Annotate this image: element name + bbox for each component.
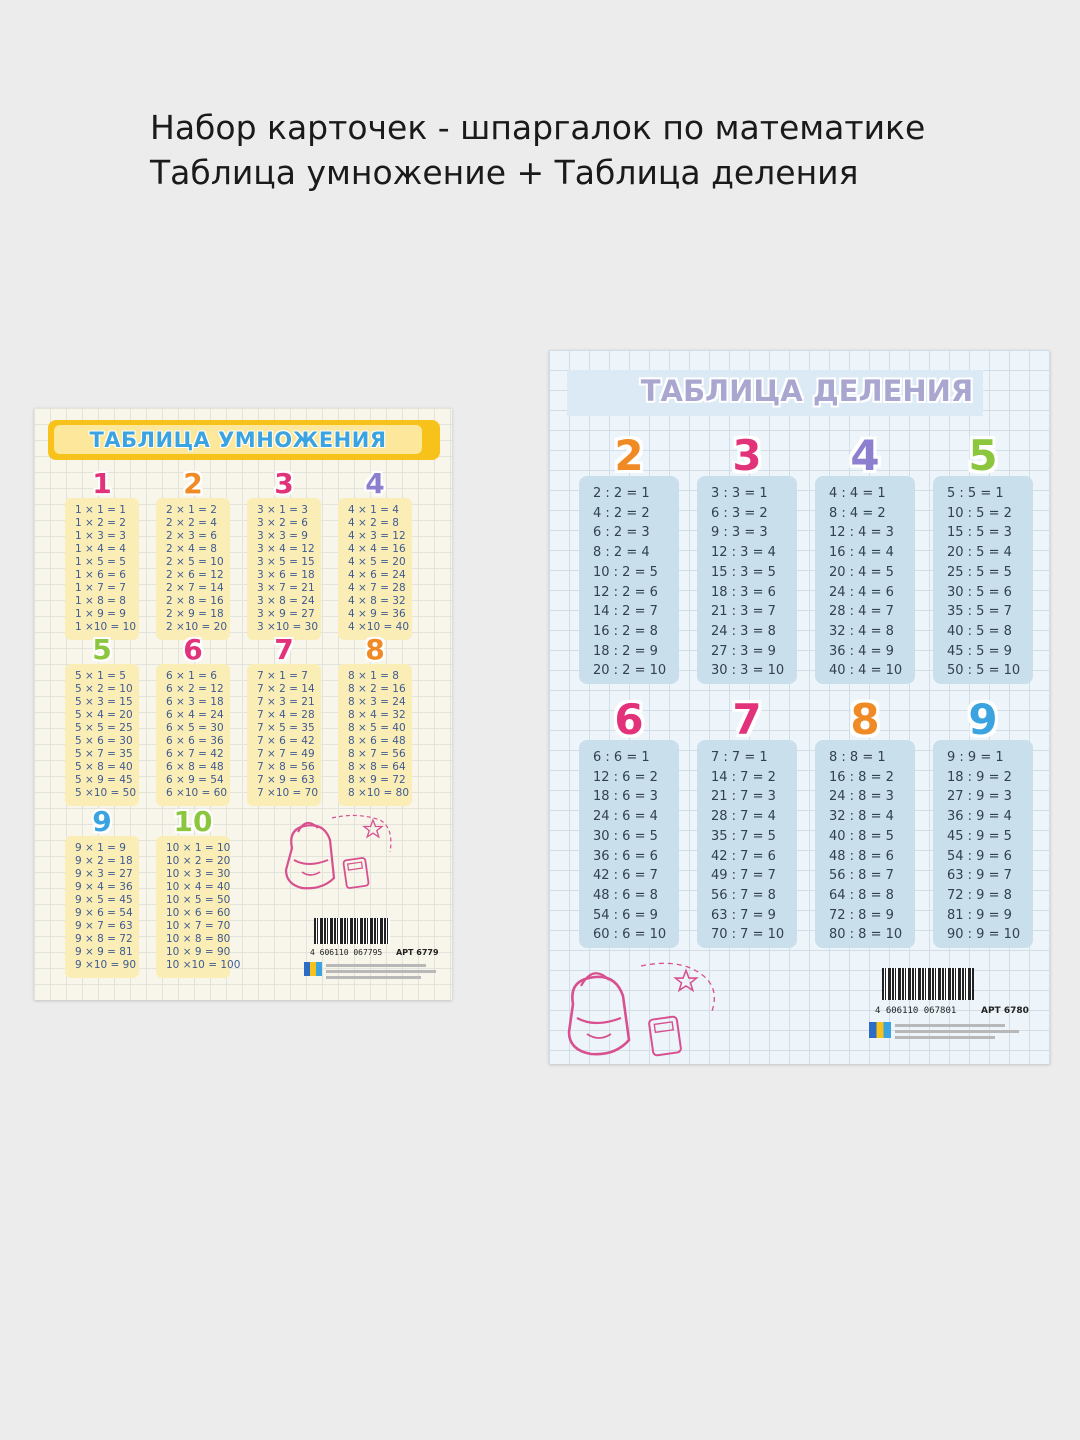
equation: 1 × 5 = 5 [75,556,126,568]
equation: 3 × 7 = 21 [257,582,315,594]
article-number: АРТ 6779 [396,948,439,957]
equation: 10 × 1 = 10 [166,842,231,854]
equation: 56 : 8 = 7 [829,868,894,884]
equation: 8 × 5 = 40 [348,722,406,734]
equation: 20 : 4 = 5 [829,564,894,580]
equation: 20 : 2 = 10 [593,663,667,679]
equation: 1 × 8 = 8 [75,595,126,607]
equation: 30 : 3 = 10 [711,663,785,679]
equation: 10 × 7 = 70 [166,920,231,932]
equation: 6 × 1 = 6 [166,670,217,682]
publisher-logo [869,1022,891,1038]
heading-line-1: Набор карточек - шпаргалок по математике [150,108,926,147]
equation: 10 × 5 = 50 [166,894,231,906]
equations-box [579,476,679,684]
equation: 3 × 9 = 27 [257,608,315,620]
table-number: 7 [274,633,294,666]
equation: 16 : 8 = 2 [829,769,894,785]
equation: 49 : 7 = 7 [711,868,776,884]
table-number: 2 [614,431,644,480]
barcode-number: 4 606110 067795 [310,948,383,957]
equations-box [247,498,321,640]
equation: 2 : 2 = 1 [593,486,650,501]
equation: 2 × 1 = 2 [166,504,217,516]
equation: 8 : 2 = 4 [593,545,650,561]
table-number: 8 [850,695,880,744]
calculator-icon [342,856,372,890]
equation: 8 × 9 = 72 [348,774,406,786]
equation: 42 : 7 = 6 [711,848,776,864]
equation: 14 : 7 = 2 [711,769,776,785]
equation: 54 : 9 = 6 [947,848,1012,864]
equation: 9 × 4 = 36 [75,881,133,893]
equation: 2 × 6 = 12 [166,569,224,581]
equation: 7 : 7 = 1 [711,750,768,765]
multiplication-title: ТАБЛИЦА УМНОЖЕНИЯ [89,427,387,452]
equation: 3 × 1 = 3 [257,504,308,516]
equation: 6 ×10 = 60 [166,787,228,799]
equation: 1 × 9 = 9 [75,608,126,620]
equation: 24 : 3 = 8 [711,623,776,639]
table-number: 6 [614,695,644,744]
equation: 16 : 4 = 4 [829,545,894,561]
equation: 9 × 8 = 72 [75,933,133,945]
equation: 8 : 8 = 1 [829,750,886,765]
equation: 90 : 9 = 10 [947,927,1021,943]
equation: 63 : 7 = 9 [711,907,776,923]
equation: 4 × 4 = 16 [348,543,406,555]
star-icon [673,968,699,994]
equation: 12 : 3 = 4 [711,545,776,561]
equation: 64 : 8 = 8 [829,887,894,903]
equation: 36 : 6 = 6 [593,848,658,864]
equation: 8 × 7 = 56 [348,748,406,760]
equation: 1 × 1 = 1 [75,504,126,516]
equation: 12 : 4 = 3 [829,525,894,541]
equations-box [697,740,797,948]
table-number: 7 [732,695,762,744]
equation: 36 : 4 = 9 [829,643,894,659]
equation: 7 × 4 = 28 [257,709,315,721]
equations-box [156,498,230,640]
equation: 7 ×10 = 70 [257,787,319,799]
equation: 7 × 8 = 56 [257,761,315,773]
table-number: 4 [365,467,385,500]
equation: 6 × 7 = 42 [166,748,224,760]
equation: 18 : 2 = 9 [593,643,658,659]
equation: 6 : 6 = 1 [593,750,650,765]
equation: 8 × 8 = 64 [348,761,406,773]
equation: 24 : 6 = 4 [593,809,658,825]
table-number: 5 [968,431,998,480]
equations-box [933,740,1033,948]
equation: 5 × 9 = 45 [75,774,133,786]
equation: 45 : 9 = 5 [947,828,1012,844]
equation: 2 ×10 = 20 [166,621,228,633]
table-number: 2 [183,467,203,500]
equation: 3 ×10 = 30 [257,621,319,633]
equation: 6 × 5 = 30 [166,722,224,734]
equation: 2 × 3 = 6 [166,530,217,542]
publisher-logo [304,962,322,976]
equation: 2 × 4 = 8 [166,543,217,555]
equation: 2 × 9 = 18 [166,608,224,620]
equation: 7 × 9 = 63 [257,774,315,786]
equation: 5 × 7 = 35 [75,748,133,760]
equation: 14 : 2 = 7 [593,604,658,620]
equation: 4 : 2 = 2 [593,505,650,521]
equation: 1 × 7 = 7 [75,582,126,594]
equation: 8 : 4 = 2 [829,505,886,521]
equation: 9 × 1 = 9 [75,842,126,854]
equation: 8 × 3 = 24 [348,696,406,708]
equations-box [65,836,139,978]
equation: 81 : 9 = 9 [947,907,1012,923]
equation: 3 × 8 = 24 [257,595,315,607]
equation: 56 : 7 = 8 [711,887,776,903]
equation: 70 : 7 = 10 [711,927,785,943]
equation: 35 : 7 = 5 [711,828,776,844]
equation: 1 × 4 = 4 [75,543,126,555]
equation: 10 × 3 = 30 [166,868,231,880]
equation: 28 : 4 = 7 [829,604,894,620]
table-number: 9 [968,695,998,744]
equation: 7 × 7 = 49 [257,748,315,760]
table-number: 6 [183,633,203,666]
equation: 27 : 9 = 3 [947,789,1012,805]
equation: 4 × 6 = 24 [348,569,406,581]
calculator-icon [647,1014,687,1058]
equation: 15 : 3 = 5 [711,564,776,580]
equation: 10 : 5 = 2 [947,505,1012,521]
equation: 5 × 5 = 25 [75,722,133,734]
equation: 4 × 9 = 36 [348,608,406,620]
equation: 5 × 1 = 5 [75,670,126,682]
equation: 3 × 5 = 15 [257,556,315,568]
barcode [314,918,390,944]
equation: 20 : 5 = 4 [947,545,1012,561]
equation: 72 : 8 = 9 [829,907,894,923]
equation: 48 : 8 = 6 [829,848,894,864]
equation: 2 × 8 = 16 [166,595,224,607]
equations-box [338,664,412,806]
equation: 42 : 6 = 7 [593,868,658,884]
equation: 35 : 5 = 7 [947,604,1012,620]
equation: 6 × 9 = 54 [166,774,224,786]
equations-box [247,664,321,806]
equations-box [156,664,230,806]
equation: 24 : 4 = 6 [829,584,894,600]
equation: 3 × 6 = 18 [257,569,315,581]
barcode [882,968,974,1000]
equation: 9 ×10 = 90 [75,959,137,971]
equation: 4 × 7 = 28 [348,582,406,594]
equation: 27 : 3 = 9 [711,643,776,659]
equation: 1 × 6 = 6 [75,569,126,581]
equation: 6 × 8 = 48 [166,761,224,773]
equation: 18 : 9 = 2 [947,769,1012,785]
equation: 8 × 2 = 16 [348,683,406,695]
equation: 21 : 7 = 3 [711,789,776,805]
equation: 12 : 2 = 6 [593,584,658,600]
equation: 12 : 6 = 2 [593,769,658,785]
equation: 8 ×10 = 80 [348,787,410,799]
equation: 4 × 1 = 4 [348,504,399,516]
equation: 5 × 3 = 15 [75,696,133,708]
equation: 48 : 6 = 8 [593,887,658,903]
equation: 4 : 4 = 1 [829,486,886,501]
table-number: 8 [365,633,385,666]
equation: 1 × 3 = 3 [75,530,126,542]
equation: 16 : 2 = 8 [593,623,658,639]
equation: 2 × 5 = 10 [166,556,224,568]
division-card [549,350,1050,1064]
equations-box [579,740,679,948]
division-title: ТАБЛИЦА ДЕЛЕНИЯ [640,374,974,408]
equation: 9 × 3 = 27 [75,868,133,880]
equation: 5 × 4 = 20 [75,709,133,721]
equation: 3 × 3 = 9 [257,530,308,542]
equation: 3 × 4 = 12 [257,543,315,555]
equation: 18 : 6 = 3 [593,789,658,805]
equation: 4 × 3 = 12 [348,530,406,542]
equation: 15 : 5 = 3 [947,525,1012,541]
equation: 63 : 9 = 7 [947,868,1012,884]
multiplication-title-banner [48,420,440,460]
table-number: 3 [732,431,762,480]
equation: 9 : 3 = 3 [711,525,768,541]
table-number: 10 [173,805,213,838]
equation: 10 × 4 = 40 [166,881,231,893]
equation: 4 × 8 = 32 [348,595,406,607]
table-number: 5 [92,633,112,666]
equation: 6 × 2 = 12 [166,683,224,695]
equation: 8 × 6 = 48 [348,735,406,747]
equation: 24 : 8 = 3 [829,789,894,805]
equation: 7 × 5 = 35 [257,722,315,734]
equations-box [156,836,241,978]
equation: 54 : 6 = 9 [593,907,658,923]
equation: 28 : 7 = 4 [711,809,776,825]
equation: 40 : 5 = 8 [947,623,1012,639]
equations-box [815,740,915,948]
equation: 10 × 9 = 90 [166,946,231,958]
equation: 10 × 6 = 60 [166,907,231,919]
equation: 6 × 4 = 24 [166,709,224,721]
barcode-number: 4 606110 067801 [875,1006,957,1016]
equation: 6 × 3 = 18 [166,696,224,708]
equation: 3 × 2 = 6 [257,517,308,529]
equation: 1 × 2 = 2 [75,517,126,529]
page-heading [150,105,925,195]
equation: 10 : 2 = 5 [593,564,658,580]
equation: 10 × 2 = 20 [166,855,231,867]
equation: 80 : 8 = 10 [829,927,903,943]
equation: 8 × 1 = 8 [348,670,399,682]
equation: 10 × 8 = 80 [166,933,231,945]
equation: 18 : 3 = 6 [711,584,776,600]
equation: 50 : 5 = 10 [947,663,1021,679]
equation: 5 × 6 = 30 [75,735,133,747]
equation: 7 × 6 = 42 [257,735,315,747]
equation: 5 ×10 = 50 [75,787,137,799]
equation: 7 × 2 = 14 [257,683,315,695]
equation: 10 ×10 = 100 [166,959,241,971]
equation: 4 ×10 = 40 [348,621,410,633]
equations-box [933,476,1033,684]
equation: 4 × 2 = 8 [348,517,399,529]
table-number: 3 [274,467,294,500]
equation: 7 × 1 = 7 [257,670,308,682]
equation: 30 : 6 = 5 [593,828,658,844]
equation: 45 : 5 = 9 [947,643,1012,659]
equation: 9 × 7 = 63 [75,920,133,932]
equation: 9 × 9 = 81 [75,946,133,958]
equation: 8 × 4 = 32 [348,709,406,721]
heading-line-2: Таблица умножение + Таблица деления [150,153,859,192]
equation: 32 : 8 = 4 [829,809,894,825]
equation: 40 : 4 = 10 [829,663,903,679]
equations-box [815,476,915,684]
equation: 21 : 3 = 7 [711,604,776,620]
equation: 30 : 5 = 6 [947,584,1012,600]
equation: 6 : 3 = 2 [711,505,768,521]
equation: 36 : 9 = 4 [947,809,1012,825]
equations-box [697,476,797,684]
equation: 6 : 2 = 3 [593,525,650,541]
equation: 4 × 5 = 20 [348,556,406,568]
table-number: 1 [92,467,112,500]
equation: 25 : 5 = 5 [947,564,1012,580]
equation: 9 × 2 = 18 [75,855,133,867]
equations-box [65,664,139,806]
equation: 9 × 6 = 54 [75,907,133,919]
equation: 5 × 2 = 10 [75,683,133,695]
equation: 60 : 6 = 10 [593,927,667,943]
equation: 72 : 9 = 8 [947,887,1012,903]
equation: 32 : 4 = 8 [829,623,894,639]
equations-box [65,498,139,640]
equation: 40 : 8 = 5 [829,828,894,844]
equation: 5 × 8 = 40 [75,761,133,773]
equation: 2 × 2 = 4 [166,517,217,529]
equation: 1 ×10 = 10 [75,621,137,633]
equation: 6 × 6 = 36 [166,735,224,747]
equation: 9 × 5 = 45 [75,894,133,906]
star-icon [362,818,384,840]
article-number: АРТ 6780 [981,1006,1029,1016]
equation: 3 : 3 = 1 [711,486,768,501]
equation: 2 × 7 = 14 [166,582,224,594]
equation: 5 : 5 = 1 [947,486,1004,501]
equations-box [338,498,412,640]
multiplication-card [34,408,452,1000]
table-number: 4 [850,431,880,480]
table-number: 9 [92,805,112,838]
equation: 9 : 9 = 1 [947,750,1004,765]
equation: 7 × 3 = 21 [257,696,315,708]
